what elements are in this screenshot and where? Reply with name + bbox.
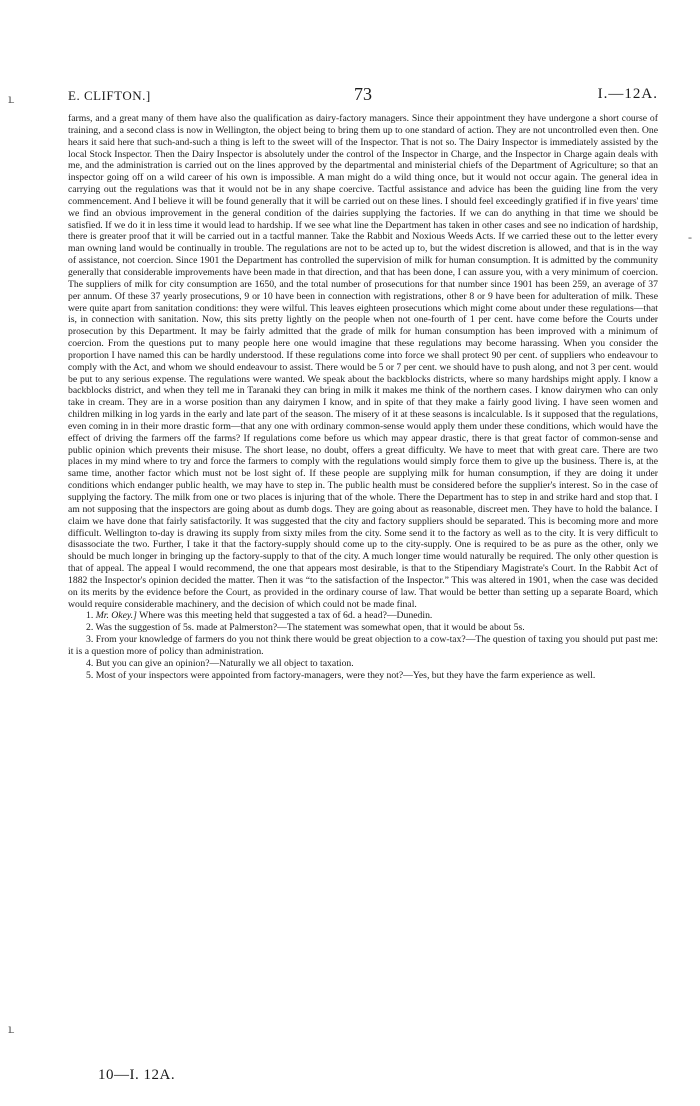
header-witness: E. CLIFTON.] [68, 88, 151, 103]
question-2: 2. Was the suggestion of 5s. made at Palmerston?—The statement was somewhat open, that it would be about 5s. [86, 622, 525, 634]
question-3: 3. From your knowledge of farmers do you not think there would be great objection to a cow-tax?—The question of taxing you should put past me: it is a question more of policy than administration. [68, 634, 658, 657]
question-1: 1. Mr. Okey.] Where was this meeting held that suggested a tax of 6d. a head?—Dunedin. [86, 610, 433, 622]
main-paragraph: farms, and a great many of them have also the qualification as dairy-factory managers. Since their appointment they have undergone a short course of training, and a second class is now in Wellington, the object being to bring them up to one standard of action. They are not uncontrolled even then. One hears it said here that such-and-such a thing is left to the sweet will of the Inspector. That is not so. The Dairy Inspector is immediately assisted by the local Stock Inspector. Then the Dairy Inspector is absolutely under the control of the Inspector in Charge, and the Inspector in Charge again deals with me, and the administration is carried out on the lines approved by the departmental and ministerial chiefs of the Department of Agriculture; so that an inspector going off on a wild career of his own is impossible. A man might do a wild thing once, but it would not occur again. The general idea in carrying out the regulations was that it would not be in any shape coercive. Tactful assistance and advice has been the guiding line from the very commencement. And I believe it will be found generally that it will be carried out on these lines. I should feel exceedingly gratified if in five years' time we find an obvious improvement in the general condition of the dairies supplying the factories. If we can do anything in that time we should be satisfied. If we do it in less time it would lead to hardship. If we see what line the Department has taken in other cases and see no indication of hardship, there is greater proof that it will be carried out in a tactful manner. Take the Rabbit and Noxious Weeds Acts. If we carried these out to the letter every man owning land would be continually in trouble. The regulations are not to be acted up to, but the widest discretion is allowed, and that is in the way of assistance, not coercion. Since 1901 the Department has controlled the supervision of milk for human consumption. It is admitted by the community generally that considerable improvements have been made in that direction, and that has been done, I can assure you, with a very minimum of coercion. The suppliers of milk for city consumption are 1650, and the total number of prosecutions for that number since 1901 has been 259, an average of 37 per annum. Of these 37 yearly prosecutions, 9 or 10 have been in connection with registrations, other 8 or 9 have been for adulteration of milk. These were quite apart from sanitation conditions: they were wilful. This leaves eighteen prosecutions which might come about under these regulations—that is, in connection with sanitation. Now, this sits pretty lightly on the people when not one-fourth of 1 per cent. have come before the Courts under prosecution by this Department. It may be fairly admitted that the grade of milk for human consumption has been improved with a minimum of coercion. From the questions put to many people here one would imagine that these regulations may become harassing. When you consider the proportion I have named this can be hardly understood. If these regulations come into force we shall protect 90 per cent. of suppliers who endeavour to comply with the Act, and whom we should endeavour to assist. There would be 5 or 7 per cent. we should have to push along, and not 3 per cent. would be put to any serious expense. The regulations were wanted. We speak about the backblocks districts, where so many hardships might apply. I know a backblocks district, and when they tell me in Taranaki they can bring in milk it makes me think of the northern cases. I know dairymen who can only take in cream. They are in a worse position than any dairymen I know, and in spite of that they make a fairly good living. I have seen women and children milking in log yards in the early and late part of the season. The misery of it at these seasons is incalculable. Is it supposed that the regulations, even coming in in their more drastic form—that any one with ordinary common-sense would apply them under these conditions, which would have the effect of driving the farmers off the farms? If regulations come before us which may appear drastic, there is that great factor of common-sense and public opinion which prevents their misuse. The short lease, no doubt, offers a great difficulty. We have to meet that with great care. There are two places in my mind where to try and force the farmers to comply with the regulations would simply force them to give up the business. There is, at the same time, another factor which must not be lost sight of. If these people are supplying milk for human consumption, if they are doing it under conditions which endanger public health, we may have to step in. The public health must be considered before the supplier's interest. So in the case of supplying the factory. The milk from one or two places is injuring that of the whole. There the Department has to step in and strike hard and stop that. I am not supposing that the inspectors are going about as dumb dogs. They are going about as reasonable, discreet men. They have to hold the balance. I claim we have done that fairly satisfactorily. It was suggested that the city and factory suppliers should be separated. This is becoming more and more difficult. Wellington to-day is drawing its supply from sixty miles from the city. Some send it to the factory as well as to the city. It is very difficult to disassociate the two. Further, I take it that the factory-supply should come up to the city-supply. One is required to be as pure as the other, only we should be much longer in bringing up the factory-supply to that of the city. A much longer time would naturally be required. The only other question is that of appeal. The appeal I would recommend, the one that appears most desirable, is that to the Stipendiary Magistrate's Court. In the Rabbit Act of 1882 the Inspector's opinion decided the matter. Then it was “to the satisfaction of the Inspector.” This was altered in 1901, when the case was decided on its merits by the evidence before the Court, as provided in the ordinary course of law. That would be better than setting up a separate Board, which would require considerable machinery, and the decision of which could not be made final. [68, 113, 658, 610]
question-4: 4. But you can give an opinion?—Naturally we all object to taxation. [86, 657, 354, 669]
speaker: Mr. Okey.] [95, 610, 137, 622]
margin-mark: ւ [8, 1022, 14, 1036]
document-reference: I.—12A. [597, 86, 658, 102]
page-header [68, 84, 658, 108]
signature-footer: 10—I. 12A. [98, 1067, 176, 1083]
margin-mark: - [688, 230, 692, 244]
document-body [68, 113, 658, 682]
page-number: 73 [354, 84, 372, 104]
question-5: 5. Most of your inspectors were appointed from factory-managers, were they not?—Yes, but they have the farm experience as well. [86, 669, 596, 681]
margin-mark: ւ [8, 92, 14, 106]
